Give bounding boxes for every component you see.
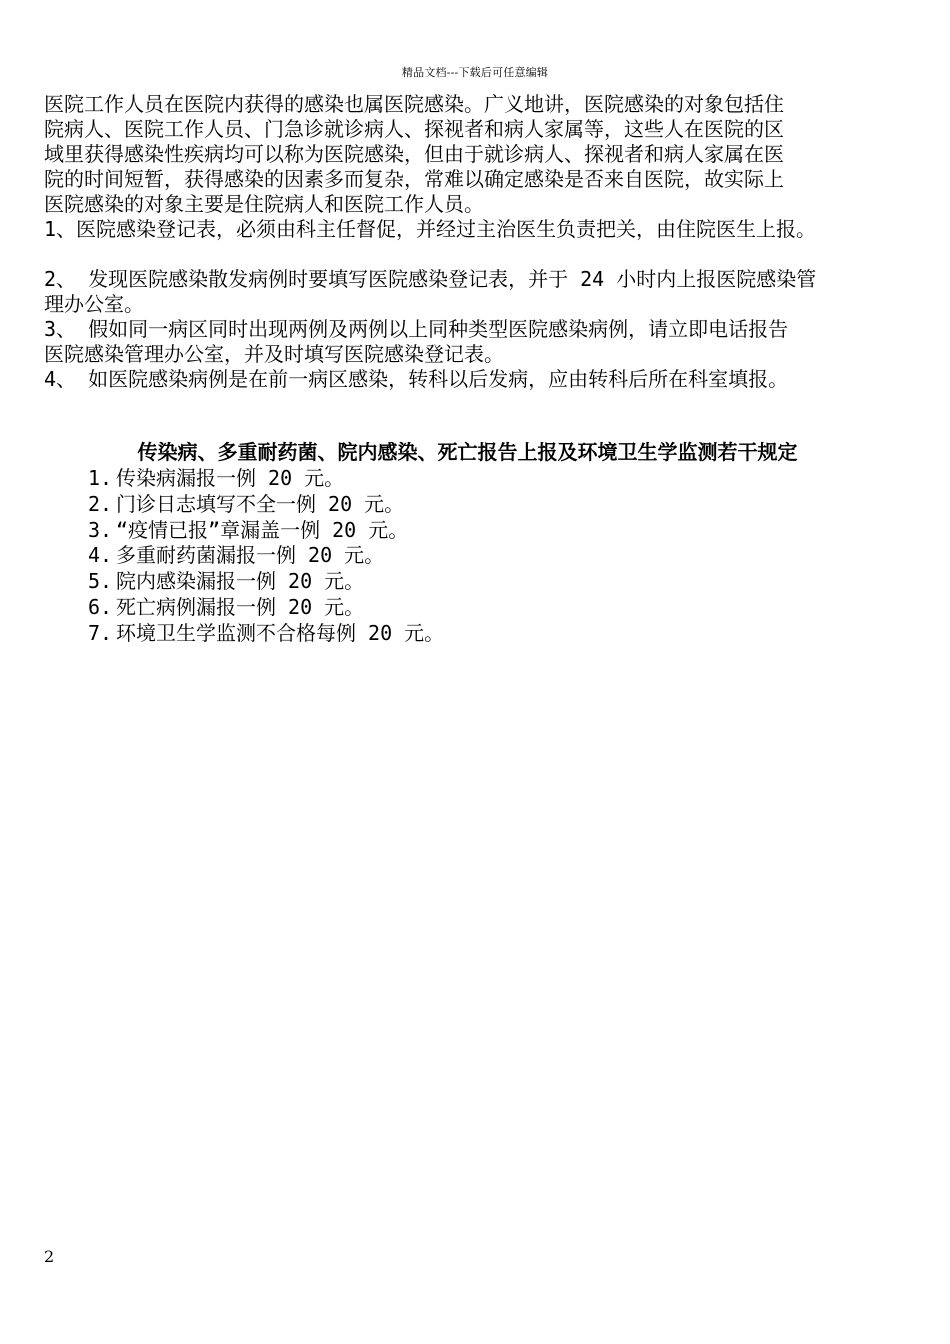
list-number: 4. <box>88 543 113 568</box>
rule-line: 2、 发现医院感染散发病例时要填写医院感染登记表，并于 24 小时内上报医院感染管 <box>44 267 817 291</box>
list-text: “疫情已报”章漏盖一例 20 元。 <box>116 517 409 542</box>
intro-line: 医院工作人员在医院内获得的感染也属医院感染。广义地讲，医院感染的对象包括住 <box>44 92 784 116</box>
page-number: 2 <box>44 1247 55 1266</box>
list-text: 环境卫生学监测不合格每例 20 元。 <box>116 620 445 645</box>
list-text: 院内感染漏报一例 20 元。 <box>116 569 365 594</box>
rule-item-1 <box>44 217 914 242</box>
list-number: 5. <box>88 569 113 594</box>
list-item <box>88 466 444 492</box>
rule-item-4 <box>44 367 914 392</box>
intro-paragraph <box>44 92 914 217</box>
rule-line: 医院感染管理办公室，并及时填写医院感染登记表。 <box>44 342 504 366</box>
rule-item-3 <box>44 317 914 367</box>
paragraph-gap <box>44 242 914 267</box>
intro-line: 院的时间短暂，获得感染的因素多而复杂，常难以确定感染是否来自医院，故实际上 <box>44 167 784 191</box>
list-text: 死亡病例漏报一例 20 元。 <box>116 594 365 619</box>
intro-line: 院病人、医院工作人员、门急诊就诊病人、探视者和病人家属等，这些人在医院的区 <box>44 117 784 141</box>
list-item <box>88 621 444 647</box>
list-item <box>88 543 444 569</box>
rule-item-2 <box>44 267 914 317</box>
penalty-list <box>88 466 444 647</box>
document-content <box>44 92 914 392</box>
list-number: 1. <box>88 466 113 490</box>
intro-line: 医院感染的对象主要是住院病人和医院工作人员。 <box>44 192 484 216</box>
list-text: 多重耐药菌漏报一例 20 元。 <box>116 543 385 568</box>
list-item <box>88 595 444 621</box>
list-number: 7. <box>88 620 113 645</box>
intro-line: 域里获得感染性疾病均可以称为医院感染，但由于就诊病人、探视者和病人家属在医 <box>44 142 784 166</box>
list-item <box>88 569 444 595</box>
rule-line: 3、 假如同一病区同时出现两例及两例以上同种类型医院感染病例，请立即电话报告 <box>44 317 789 341</box>
list-number: 3. <box>88 517 113 542</box>
list-text: 门诊日志填写不全一例 20 元。 <box>116 491 405 516</box>
section-title: 传染病、多重耐药菌、院内感染、死亡报告上报及环境卫生学监测若干规定 <box>137 440 798 464</box>
page-header: 精品文档---下载后可任意编辑 <box>401 66 549 79</box>
rule-line: 1、医院感染登记表，必须由科主任督促，并经过主治医生负责把关，由住院医生上报。 <box>44 217 817 241</box>
list-text: 传染病漏报一例 20 元。 <box>116 466 345 490</box>
list-number: 6. <box>88 594 113 619</box>
list-item <box>88 518 444 544</box>
list-item <box>88 492 444 518</box>
rule-line: 4、 如医院感染病例是在前一病区感染，转科以后发病，应由转科后所在科室填报。 <box>44 367 789 391</box>
rule-line: 理办公室。 <box>44 292 144 316</box>
list-number: 2. <box>88 491 113 516</box>
